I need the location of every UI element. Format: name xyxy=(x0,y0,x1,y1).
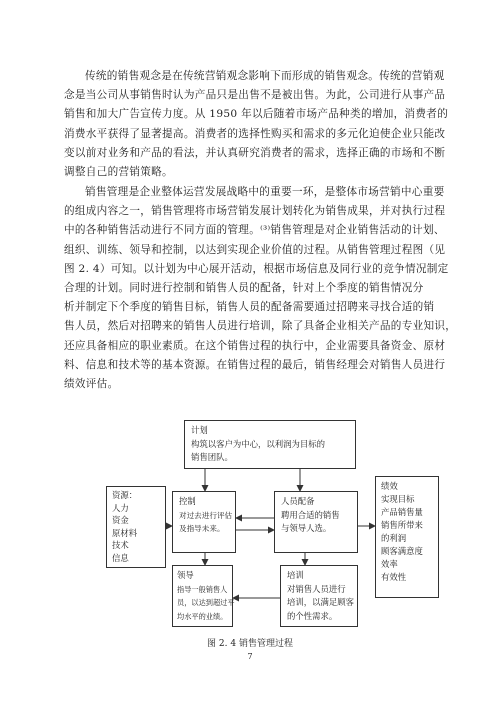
text-line: 料、信息和技术等的基本资源。在销售过程的最后，销售经理会对销售人员进行 xyxy=(64,358,446,371)
text-line: 传统的销售观念是在传统营销观念影响下而形成的销售观念。传统的营销观 xyxy=(85,70,445,82)
training-box xyxy=(280,565,358,627)
text-line: 组织、训练、领导和控制，以达到实现企业价值的过程。从销售管理过程图（见 xyxy=(64,243,446,256)
performance-item: 实现目标 xyxy=(381,494,415,504)
performance-item: 有效性 xyxy=(381,572,407,582)
plan-box xyxy=(184,420,356,469)
text-line: 消费水平获得了显著提高。消费者的选择性购买和需求的多元化迫使企业只能改 xyxy=(64,127,446,140)
text-line: 变以前对业务和产品的看法，并认真研究消费者的需求，选择正确的市场和不断 xyxy=(64,146,446,159)
training-text: 对销售人员进行 xyxy=(287,583,346,594)
performance-title: 绩效 xyxy=(381,481,398,491)
performance-item: 效率 xyxy=(381,559,398,569)
text-line: 图 2. 4）可知。以计划为中心展开活动，根据市场信息及同行业的竞争情况制定 xyxy=(64,262,449,275)
performance-item: 产品销售量 xyxy=(381,507,423,517)
resources-title: 资源： xyxy=(112,490,138,500)
performance-item: 的利润 xyxy=(381,533,407,543)
resources-item: 技术 xyxy=(112,540,129,551)
resources-item: 信息 xyxy=(112,552,129,563)
performance-item: 顾客满意度 xyxy=(381,546,423,556)
text-line: 合理的计划。同时进行控制和销售人员的配备，针对上个季度的销售情况分 xyxy=(64,282,424,295)
text-line: 念是当公司从事销售时认为产品只是出售不是被出售。为此，公司进行从事产品 xyxy=(64,89,446,102)
resources-item: 原材料 xyxy=(112,527,138,538)
performance-box xyxy=(375,476,439,598)
staffing-box xyxy=(274,491,358,553)
leadership-text: 员，以达到超过平 xyxy=(177,598,235,607)
resources-item: 资金 xyxy=(112,515,129,526)
text-line: 绩效评估。 xyxy=(64,378,119,391)
staffing-title: 人员配备 xyxy=(281,496,315,506)
figure-caption: 图 2. 4 销售管理过程 xyxy=(207,639,293,649)
text-line: 销售管理是企业整体运营发展战略中的重要一环，是整体市场营销中心重要 xyxy=(85,186,445,198)
performance-item: 销售所带来 xyxy=(381,520,423,530)
training-text: 的个性需求。 xyxy=(287,610,338,621)
text-line: 还应具备相应的职业素质。在这个销售过程的执行中，企业需要具备资金、原材 xyxy=(64,339,446,352)
staffing-text: 与领导人选。 xyxy=(281,523,332,533)
plan-text: 销售团队。 xyxy=(191,452,233,462)
resources-box xyxy=(106,486,166,568)
control-text: 对过去进行评估 xyxy=(179,510,233,520)
resources-item: 人力 xyxy=(112,502,129,513)
text-line: 析并制定下个季度的销售目标，销售人员的配备需要通过招聘来寻找合适的销 xyxy=(64,301,435,314)
page-number: 7 xyxy=(247,652,253,661)
staffing-text: 聘用合适的销售 xyxy=(281,509,340,520)
plan-text: 构筑以客户为中心，以利润为目标的 xyxy=(191,438,325,449)
leadership-text: 均水平的业绩。 xyxy=(177,611,228,621)
control-box xyxy=(172,491,236,553)
control-text: 及指导未来。 xyxy=(179,524,225,533)
leadership-title: 领导 xyxy=(177,570,194,580)
training-text: 培训，以满足顾客 xyxy=(287,597,354,607)
text-line: 的组成内容之一，销售管理将市场营销发展计划转化为销售成果，并对执行过程 xyxy=(64,205,446,218)
text-line: 调整自己的营销策略。 xyxy=(64,166,173,179)
text-line: 中的各种销售活动进行不同方面的管理。⁽³⁾销售管理是对企业销售活动的计划、 xyxy=(64,224,445,237)
text-line: 售人员，然后对招聘来的销售人员进行培训，除了具备企业相关产品的专业知识， xyxy=(64,320,457,333)
leadership-box xyxy=(172,565,233,627)
text-line: 销售和加大广告宣传力度。从 1950 年以后随着市场产品种类的增加，消费者的 xyxy=(64,108,449,121)
leadership-text: 指导一般销售人 xyxy=(177,584,228,594)
training-title: 培训 xyxy=(287,570,304,580)
plan-title: 计划 xyxy=(191,425,208,435)
control-title: 控制 xyxy=(179,496,196,506)
